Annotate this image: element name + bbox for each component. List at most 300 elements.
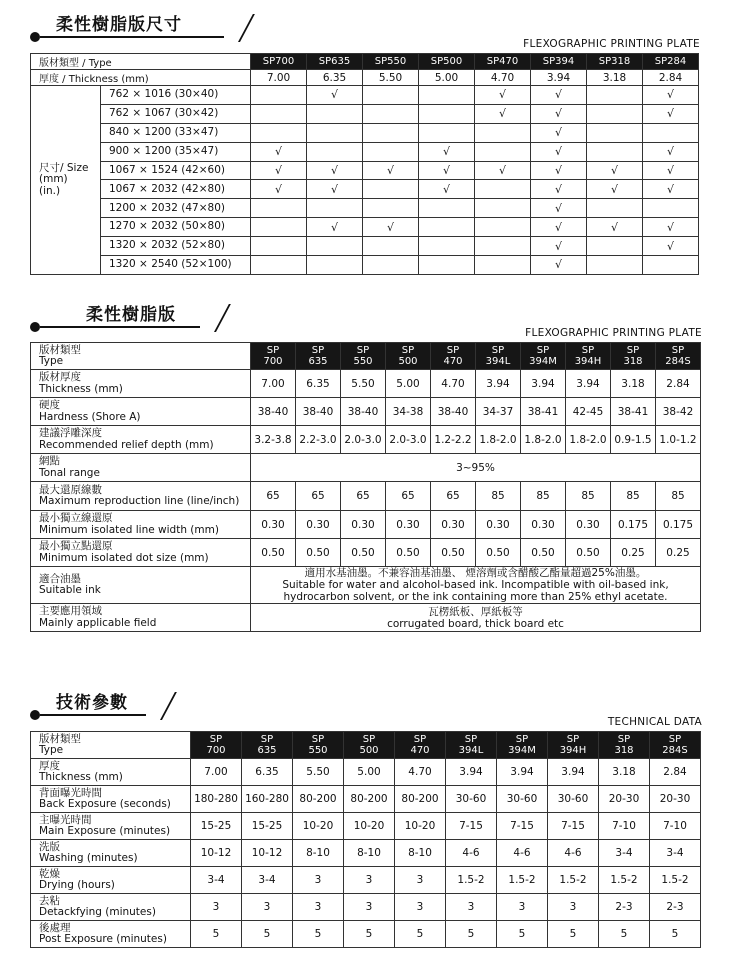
empty-cell: [363, 199, 419, 218]
value-cell: 1.8-2.0: [521, 426, 566, 454]
plate-header: [446, 732, 497, 759]
value-cell: 3.18: [599, 759, 650, 786]
check-mark-icon: √: [531, 123, 587, 142]
empty-cell: [587, 237, 643, 256]
size-row: [31, 142, 699, 161]
thickness-value: 5.00: [419, 70, 475, 86]
value-cell: 3: [395, 867, 446, 894]
value-cell: 85: [476, 482, 521, 511]
value-cell: 160-280: [242, 786, 293, 813]
value-cell: 34-38: [386, 398, 431, 426]
spec-row: [31, 482, 701, 511]
check-mark-icon: √: [531, 237, 587, 256]
plate-header: [251, 343, 296, 370]
value-cell: 4-6: [548, 840, 599, 867]
check-mark-icon: √: [531, 199, 587, 218]
span-text-cell: [251, 567, 701, 604]
plate-header-prefix: SP: [515, 734, 529, 745]
row-label-en: Detackfying (minutes): [39, 906, 156, 918]
value-cell: 3: [293, 894, 344, 921]
thickness-value: 5.50: [363, 70, 419, 86]
plate-header: [611, 343, 656, 370]
spec-row: [31, 567, 701, 604]
row-label-en: Minimum isolated dot size (mm): [39, 551, 209, 564]
check-mark-icon: √: [419, 161, 475, 180]
value-cell: 2.2-3.0: [296, 426, 341, 454]
span-text-line: hydrocarbon solvent, or the ink containing more than 25% ethyl acetate.: [283, 591, 668, 603]
plate-header: [344, 732, 395, 759]
empty-cell: [643, 199, 699, 218]
type-label-zh: 版材類型: [39, 732, 81, 745]
value-cell: 3-4: [599, 840, 650, 867]
row-label-zh: 背面曝光時間: [39, 786, 102, 799]
plate-header: SP318: [587, 54, 643, 70]
plate-header-model: 550: [308, 745, 328, 756]
section2-subtitle: FLEXOGRAPHIC PRINTING PLATE: [525, 327, 702, 339]
value-cell: 0.30: [341, 511, 386, 539]
thickness-value: 7.00: [251, 70, 307, 86]
value-cell: 0.30: [431, 511, 476, 539]
value-cell: 20-30: [599, 786, 650, 813]
value-cell: 7.00: [251, 370, 296, 398]
value-cell: 30-60: [548, 786, 599, 813]
value-cell: 0.50: [566, 539, 611, 567]
value-cell: 0.9-1.5: [611, 426, 656, 454]
empty-cell: [475, 256, 531, 275]
value-cell: 5: [446, 921, 497, 948]
check-mark-icon: √: [307, 218, 363, 237]
value-cell: 2.0-3.0: [341, 426, 386, 454]
size-dimension: 1270 × 2032 (50×80): [101, 218, 251, 237]
value-cell: 0.50: [341, 539, 386, 567]
spec-row: [31, 426, 701, 454]
type-label-zh: 版材類型: [39, 343, 81, 356]
thickness-value: 4.70: [475, 70, 531, 86]
span-text-line: corrugated board, thick board etc: [387, 617, 564, 630]
value-cell: 6.35: [296, 370, 341, 398]
size-row: [31, 199, 699, 218]
value-cell: 7-10: [650, 813, 701, 840]
row-label-zh: 乾燥: [39, 867, 60, 880]
empty-cell: [307, 104, 363, 123]
empty-cell: [419, 237, 475, 256]
type-label-en: Type: [39, 355, 64, 367]
value-cell: 5: [497, 921, 548, 948]
plate-header-prefix: SP: [311, 345, 325, 356]
row-label-zh: 厚度: [39, 759, 60, 772]
empty-cell: [363, 86, 419, 105]
plate-header: SP284: [643, 54, 699, 70]
title-slash: [160, 692, 177, 720]
value-cell: 5: [242, 921, 293, 948]
check-mark-icon: √: [643, 86, 699, 105]
row-label: [31, 786, 191, 813]
empty-cell: [475, 123, 531, 142]
row-label: [31, 894, 191, 921]
plate-header-prefix: SP: [626, 345, 640, 356]
plate-header: [521, 343, 566, 370]
check-mark-icon: √: [531, 142, 587, 161]
plate-header: [497, 732, 548, 759]
value-cell: 8-10: [395, 840, 446, 867]
size-dimension: 1067 × 2032 (42×80): [101, 180, 251, 199]
check-mark-icon: √: [643, 161, 699, 180]
value-cell: 5: [650, 921, 701, 948]
value-cell: 10-12: [191, 840, 242, 867]
empty-cell: [251, 237, 307, 256]
spec-row: [31, 786, 701, 813]
plate-header-prefix: SP: [581, 345, 595, 356]
value-cell: 80-200: [344, 786, 395, 813]
row-label-en: Suitable ink: [39, 584, 101, 596]
plate-header-prefix: SP: [356, 345, 370, 356]
check-mark-icon: √: [587, 161, 643, 180]
value-cell: 3.94: [446, 759, 497, 786]
value-cell: 7-10: [599, 813, 650, 840]
span-text-line: 瓦楞紙板、厚紙板等: [428, 605, 523, 618]
plate-header-model: 394H: [559, 745, 587, 756]
value-cell: 38-41: [611, 398, 656, 426]
check-mark-icon: √: [643, 218, 699, 237]
empty-cell: [363, 142, 419, 161]
check-mark-icon: √: [531, 218, 587, 237]
row-label-en: Tonal range: [39, 466, 100, 479]
size-label-line: (in.): [39, 184, 61, 197]
empty-cell: [475, 199, 531, 218]
spec-row: [31, 511, 701, 539]
value-cell: 4.70: [395, 759, 446, 786]
value-cell: 5: [395, 921, 446, 948]
type-label-en: Type: [39, 744, 64, 756]
size-dimension: 762 × 1067 (30×42): [101, 104, 251, 123]
plate-header: SP500: [419, 54, 475, 70]
value-cell: 3: [344, 894, 395, 921]
check-mark-icon: √: [531, 256, 587, 275]
spec-row: [31, 604, 701, 632]
value-cell: 3.2-3.8: [251, 426, 296, 454]
value-cell: 38-40: [296, 398, 341, 426]
plate-header-model: 284S: [662, 745, 688, 756]
plate-header-prefix: SP: [260, 734, 274, 745]
value-cell: 0.50: [521, 539, 566, 567]
value-cell: 0.50: [251, 539, 296, 567]
check-mark-icon: √: [307, 161, 363, 180]
value-cell: 3.94: [497, 759, 548, 786]
empty-cell: [643, 256, 699, 275]
plate-header-model: 318: [623, 356, 643, 367]
plate-header-model: 394H: [574, 356, 602, 367]
spec-row: [31, 894, 701, 921]
plate-header-model: 318: [614, 745, 634, 756]
spec-row: [31, 454, 701, 482]
value-cell: 2.84: [656, 370, 701, 398]
check-mark-icon: √: [363, 161, 419, 180]
value-cell: 0.30: [476, 511, 521, 539]
row-label: [31, 867, 191, 894]
check-mark-icon: √: [419, 142, 475, 161]
empty-cell: [475, 180, 531, 199]
row-label-zh: 最小獨立線還原: [39, 512, 113, 524]
bullet-dot-icon: [30, 710, 40, 720]
row-label-en: Thickness (mm): [39, 771, 123, 783]
row-label-en: Drying (hours): [39, 879, 115, 891]
empty-cell: [419, 86, 475, 105]
empty-cell: [475, 218, 531, 237]
value-cell: 0.30: [386, 511, 431, 539]
value-cell: 42-45: [566, 398, 611, 426]
value-cell: 8-10: [344, 840, 395, 867]
row-label: [31, 604, 251, 632]
thickness-value: 3.94: [531, 70, 587, 86]
check-mark-icon: √: [251, 180, 307, 199]
size-row: [31, 104, 699, 123]
check-mark-icon: √: [531, 180, 587, 199]
plate-header-model: 635: [257, 745, 277, 756]
thickness-value: 3.18: [587, 70, 643, 86]
value-cell: 10-12: [242, 840, 293, 867]
plate-header: [395, 732, 446, 759]
plate-header: [476, 343, 521, 370]
value-cell: 0.50: [431, 539, 476, 567]
empty-cell: [363, 123, 419, 142]
value-cell: 5: [344, 921, 395, 948]
row-label: [31, 370, 251, 398]
plate-header: [191, 732, 242, 759]
spec-row: [31, 840, 701, 867]
plate-header: SP635: [307, 54, 363, 70]
empty-cell: [587, 104, 643, 123]
value-cell: 85: [566, 482, 611, 511]
bullet-dot-icon: [30, 32, 40, 42]
check-mark-icon: √: [251, 161, 307, 180]
size-row: [31, 161, 699, 180]
size-dimension: 1067 × 1524 (42×60): [101, 161, 251, 180]
row-label: [31, 398, 251, 426]
plate-header-model: 500: [359, 745, 379, 756]
value-cell: 3: [446, 894, 497, 921]
plate-header-prefix: SP: [413, 734, 427, 745]
value-cell: 3.18: [611, 370, 656, 398]
title-underline: [40, 714, 146, 716]
empty-cell: [475, 237, 531, 256]
title-underline: [40, 36, 224, 38]
type-label: [31, 343, 251, 370]
section2-title: 柔性樹脂版: [86, 305, 176, 325]
size-row: [31, 123, 699, 142]
row-label-zh: 建議浮雕深度: [39, 427, 102, 439]
plate-header-prefix: SP: [566, 734, 580, 745]
value-cell: 180-280: [191, 786, 242, 813]
empty-cell: [251, 218, 307, 237]
value-cell: 0.25: [656, 539, 701, 567]
spec-row: [31, 539, 701, 567]
plate-header-model: 284S: [665, 356, 691, 367]
span-text-cell: [251, 604, 701, 632]
value-cell: 1.5-2: [650, 867, 701, 894]
plate-header: [386, 343, 431, 370]
value-cell: 6.35: [242, 759, 293, 786]
empty-cell: [363, 256, 419, 275]
empty-cell: [587, 123, 643, 142]
check-mark-icon: √: [531, 161, 587, 180]
size-dimension: 840 × 1200 (33×47): [101, 123, 251, 142]
plate-header-model: 394M: [508, 745, 536, 756]
thickness-value: 6.35: [307, 70, 363, 86]
spec-row: [31, 813, 701, 840]
plate-header-prefix: SP: [311, 734, 325, 745]
section1-subtitle: FLEXOGRAPHIC PRINTING PLATE: [523, 38, 700, 50]
value-cell: 5.50: [293, 759, 344, 786]
size-label-line: 尺寸/ Size: [39, 161, 89, 174]
empty-cell: [587, 86, 643, 105]
plate-header-prefix: SP: [617, 734, 631, 745]
value-cell: 85: [656, 482, 701, 511]
empty-cell: [475, 142, 531, 161]
empty-cell: [419, 123, 475, 142]
empty-cell: [587, 142, 643, 161]
row-label-zh: 版材厚度: [39, 371, 81, 383]
value-cell: 65: [341, 482, 386, 511]
size-row: [31, 256, 699, 275]
check-mark-icon: √: [587, 180, 643, 199]
section2-title-row: [30, 300, 230, 332]
value-cell: 3.94: [566, 370, 611, 398]
plate-header-prefix: SP: [446, 345, 460, 356]
row-label: [31, 921, 191, 948]
empty-cell: [587, 199, 643, 218]
row-label-zh: 主曝光時間: [39, 813, 92, 826]
row-label-en: Thickness (mm): [39, 382, 123, 395]
check-mark-icon: √: [363, 218, 419, 237]
size-table: [30, 53, 699, 275]
plate-header: [548, 732, 599, 759]
value-cell: 7-15: [548, 813, 599, 840]
empty-cell: [419, 218, 475, 237]
row-label-zh: 適合油墨: [39, 572, 81, 585]
value-cell: 1.5-2: [497, 867, 548, 894]
value-cell: 3: [395, 894, 446, 921]
plate-header-model: 700: [206, 745, 226, 756]
plate-header-model: 550: [353, 356, 373, 367]
section3-subtitle: TECHNICAL DATA: [607, 716, 702, 728]
plate-header-model: 470: [443, 356, 463, 367]
plate-header: SP550: [363, 54, 419, 70]
empty-cell: [419, 256, 475, 275]
value-cell: 3: [344, 867, 395, 894]
size-row: [31, 237, 699, 256]
plate-header-model: 635: [308, 356, 328, 367]
value-cell: 3: [293, 867, 344, 894]
plate-header-model: 470: [410, 745, 430, 756]
value-cell: 1.5-2: [446, 867, 497, 894]
empty-cell: [251, 86, 307, 105]
value-cell: 7.00: [191, 759, 242, 786]
check-mark-icon: √: [531, 86, 587, 105]
plate-header: [242, 732, 293, 759]
value-cell: 5: [599, 921, 650, 948]
plate-header-model: 394L: [485, 356, 511, 367]
plate-header-prefix: SP: [209, 734, 223, 745]
spec-row: [31, 921, 701, 948]
value-cell: 65: [431, 482, 476, 511]
empty-cell: [307, 199, 363, 218]
section3-title-row: [30, 688, 200, 720]
plate-header: [650, 732, 701, 759]
value-cell: 5: [548, 921, 599, 948]
section1-title-row: [30, 10, 250, 42]
size-dimension: 1320 × 2540 (52×100): [101, 256, 251, 275]
plate-header: [296, 343, 341, 370]
thickness-label: 厚度 / Thickness (mm): [31, 70, 251, 86]
row-label-en: Post Exposure (minutes): [39, 933, 167, 945]
value-cell: 65: [296, 482, 341, 511]
empty-cell: [251, 123, 307, 142]
row-label-zh: 後處理: [39, 921, 71, 934]
value-cell: 2-3: [650, 894, 701, 921]
value-cell: 10-20: [395, 813, 446, 840]
row-label-zh: 網點: [39, 455, 60, 467]
value-cell: 38-40: [341, 398, 386, 426]
row-label-en: Back Exposure (seconds): [39, 798, 171, 810]
plate-header: [431, 343, 476, 370]
value-cell: 10-20: [293, 813, 344, 840]
span-value-cell: 3~95%: [251, 454, 701, 482]
row-label: [31, 539, 251, 567]
value-cell: 0.30: [566, 511, 611, 539]
type-label: [31, 732, 191, 759]
row-label: [31, 759, 191, 786]
value-cell: 2.84: [650, 759, 701, 786]
check-mark-icon: √: [587, 218, 643, 237]
value-cell: 0.175: [656, 511, 701, 539]
value-cell: 38-41: [521, 398, 566, 426]
size-row: [31, 86, 699, 105]
value-cell: 3-4: [650, 840, 701, 867]
value-cell: 1.8-2.0: [476, 426, 521, 454]
row-label: [31, 454, 251, 482]
thickness-value: 2.84: [643, 70, 699, 86]
row-label-en: Main Exposure (minutes): [39, 825, 171, 837]
value-cell: 3: [548, 894, 599, 921]
check-mark-icon: √: [475, 86, 531, 105]
value-cell: 7-15: [497, 813, 548, 840]
plate-header: SP700: [251, 54, 307, 70]
size-dimension: 1200 × 2032 (47×80): [101, 199, 251, 218]
plate-spec-table: [30, 342, 701, 632]
empty-cell: [307, 256, 363, 275]
value-cell: 10-20: [344, 813, 395, 840]
value-cell: 85: [611, 482, 656, 511]
bullet-dot-icon: [30, 322, 40, 332]
row-label-zh: 洗版: [39, 840, 60, 853]
plate-header-prefix: SP: [536, 345, 550, 356]
value-cell: 8-10: [293, 840, 344, 867]
type-label: 版材類型 / Type: [31, 54, 251, 70]
title-slash: [214, 304, 231, 332]
spec-row: [31, 370, 701, 398]
value-cell: 1.5-2: [599, 867, 650, 894]
plate-header: [656, 343, 701, 370]
row-label-en: Hardness (Shore A): [39, 410, 141, 423]
plate-header: [293, 732, 344, 759]
size-dimension: 900 × 1200 (35×47): [101, 142, 251, 161]
row-label: [31, 511, 251, 539]
empty-cell: [587, 256, 643, 275]
check-mark-icon: √: [251, 142, 307, 161]
plate-header: [599, 732, 650, 759]
row-label-zh: 最大還原線數: [39, 483, 102, 496]
technical-data-table: [30, 731, 701, 948]
